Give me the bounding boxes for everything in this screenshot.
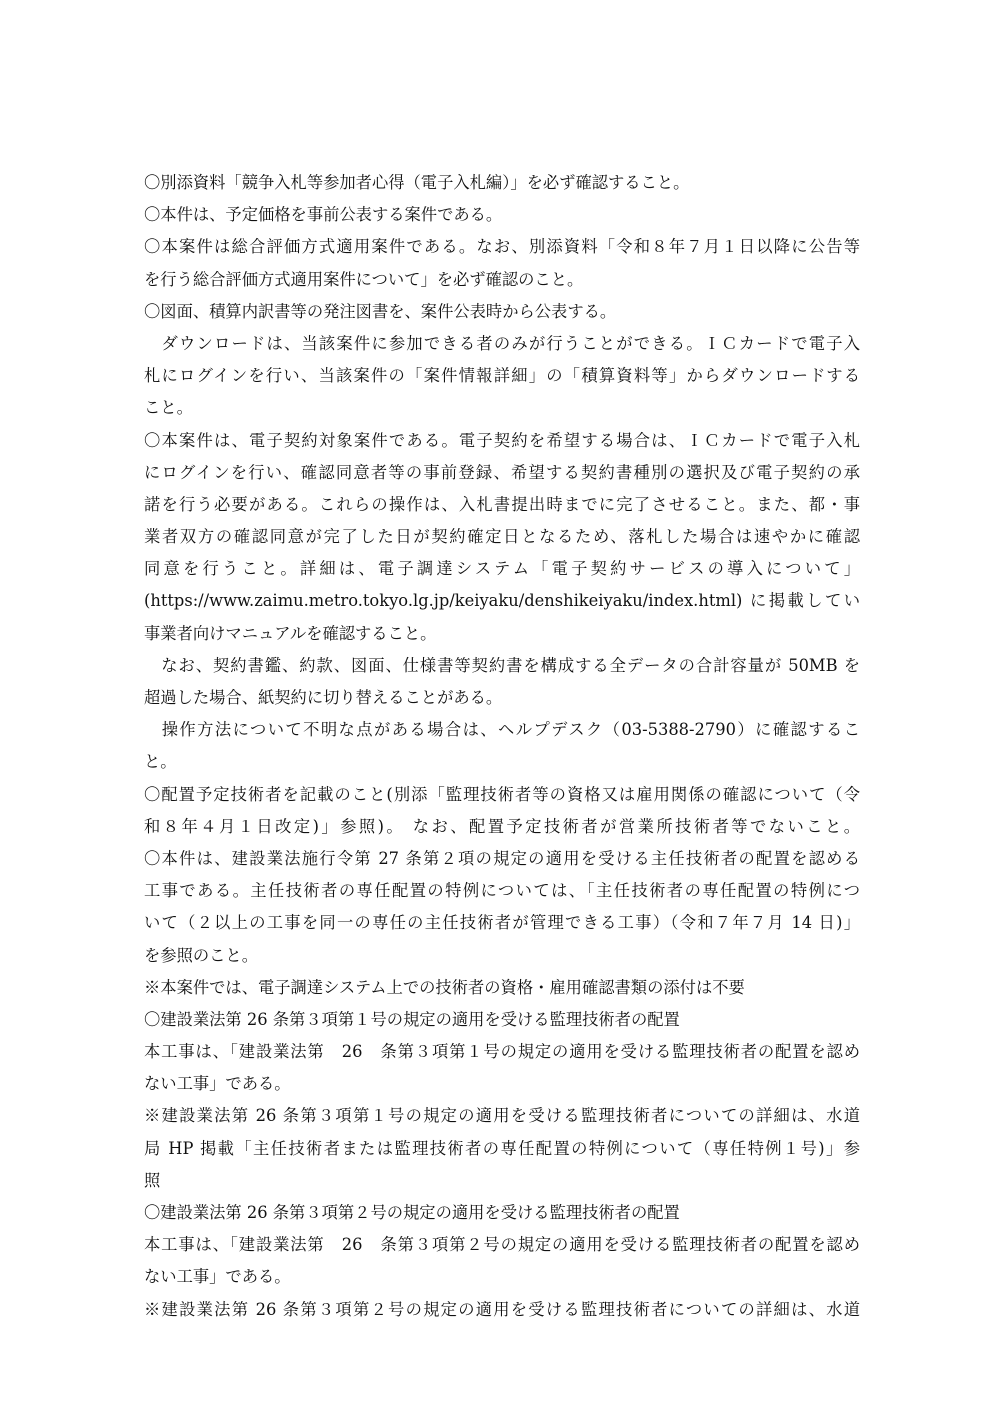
text-line: ダウンロードは、当該案件に参加できる者のみが行うことができる。ＩＣカードで電子入 [144,333,860,353]
text-line: 諾を行う必要がある。これらの操作は、入札書提出時までに完了させること。また、都・事 [144,494,860,514]
text-line: 本工事は、「建設業法第 26 条第３項第２号の規定の適用を受ける監理技術者の配置を認め [144,1235,860,1255]
text-line: 本工事は、「建設業法第 26 条第３項第１号の規定の適用を受ける監理技術者の配置を認め [144,1042,860,1062]
text-line: ※本案件では、電子調達システム上での技術者の資格・雇用確認書類の添付は不要 [144,977,745,997]
text-line: ない工事」である。 [144,1074,291,1094]
text-line: なお、契約書鑑、約款、図面、仕様書等契約書を構成する全データの合計容量が 50MB を [144,655,860,675]
text-line: 〇本件は、建設業法施行令第 27 条第２項の規定の適用を受ける主任技術者の配置を認める [144,848,860,868]
text-line: 〇図面、積算内訳書等の発注図書を、案件公表時から公表する。 [144,301,617,321]
text-line: を参照のこと。 [144,945,258,965]
text-line: 〇配置予定技術者を記載のこと(別添「監理技術者等の資格又は雇用関係の確認について（令 [144,784,860,804]
text-line: 照 [144,1170,161,1190]
text-line: 工事である。主任技術者の専任配置の特例については、「主任技術者の専任配置の特例につ [144,881,860,901]
text-line: こと。 [144,398,193,418]
text-line: 和８年４月１日改定)」参照)。 なお、配置予定技術者が営業所技術者等でないこと。 [144,816,860,836]
text-line: (https://www.zaimu.metro.tokyo.lg.jp/keiyaku/denshikeiyaku/index.html) に掲載してい [144,591,860,611]
text-line: ない工事」である。 [144,1267,291,1287]
text-line: 〇別添資料「競争入札等参加者心得（電子入札編）」を必ず確認すること。 [144,173,690,192]
text-line: 〇本案件は総合評価方式適用案件である。なお、別添資料「令和８年７月１日以降に公告等 [144,237,860,257]
text-line: ※建設業法第 26 条第３項第１号の規定の適用を受ける監理技術者についての詳細は、水道 [144,1106,860,1126]
text-line: 〇建設業法第 26 条第３項第１号の規定の適用を受ける監理技術者の配置 [144,1009,680,1029]
text-line: にログインを行い、確認同意者等の事前登録、希望する契約書種別の選択及び電子契約の承 [144,462,860,482]
text-line: 札にログインを行い、当該案件の「案件情報詳細」の「積算資料等」からダウンロードする [144,366,860,386]
text-line: いて（２以上の工事を同一の専任の主任技術者が管理できる工事）（令和７年７月 14 日)」 [144,913,860,933]
text-line: 局 HP 掲載「主任技術者または監理技術者の専任配置の特例について（専任特例１号)」参 [144,1138,860,1158]
text-line: と。 [144,752,177,772]
text-line: 〇本案件は、電子契約対象案件である。電子契約を希望する場合は、ＩＣカードで電子入札 [144,430,860,450]
text-line: を行う総合評価方式適用案件について」を必ず確認のこと。 [144,269,584,289]
text-line: 事業者向けマニュアルを確認すること。 [144,623,437,643]
text-line: ※建設業法第 26 条第３項第２号の規定の適用を受ける監理技術者についての詳細は、水道 [144,1299,860,1319]
text-line: 操作方法について不明な点がある場合は、ヘルプデスク（03-5388-2790）に確認するこ [144,720,860,740]
text-line: 業者双方の確認同意が完了した日が契約確定日となるため、落札した場合は速やかに確認 [144,527,860,547]
document-body [144,167,860,1326]
text-line: 超過した場合、紙契約に切り替えることがある。 [144,688,503,707]
text-line: 〇本件は、予定価格を事前公表する案件である。 [144,205,503,225]
text-line: 〇建設業法第 26 条第３項第２号の規定の適用を受ける監理技術者の配置 [144,1203,680,1222]
text-line: 同意を行うこと。詳細は、電子調達システム「電子契約サービスの導入について」 [144,559,860,579]
